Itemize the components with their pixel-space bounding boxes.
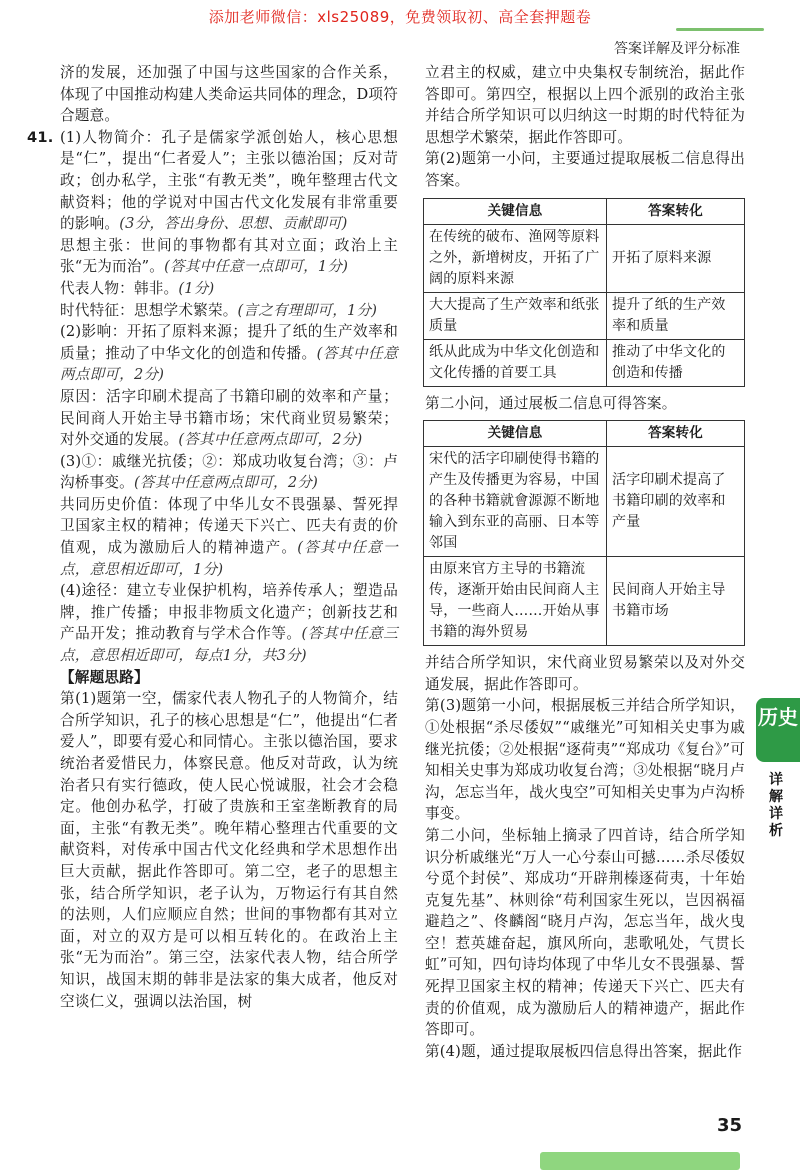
explanation-paragraph: 第(4)题，通过提取展板四信息得出答案，据此作 [425,1042,743,1060]
explanation-paragraph: 第(3)题第一小问，根据展板三并结合所学知识，①处根据“杀尽倭奴”“戚继光”可知相关史事为戚继光抗倭；②处根据“逐荷夷”“郑成功《复台》”可知相关史事为郑成功收复台湾；③处根据“晓月卢沟，怎忘当年，战火曳空”可知相关史事为卢沟桥事变。 [425,697,745,823]
score-note: (答其中任意一点，意思相近即可，1分) [60,539,398,578]
explanation-paragraph: 第(2)题第一小问，主要通过提取展板二信息得出答案。 [425,150,745,189]
table-row [424,292,745,339]
table-row [424,224,745,292]
key-info-table-2 [423,420,745,646]
answer-41-part1 [27,127,398,235]
question-number: 41. [27,128,54,146]
score-note: (答其中任意两点即可，2分) [60,344,398,384]
left-column [27,62,398,1012]
table-header: 答案转化 [607,421,745,447]
answer-line [60,494,398,580]
table-row [424,557,745,646]
table-cell: 民间商人开始主导书籍市场 [607,557,745,646]
answer-text: 共同历史价值：体现了中华儿女不畏强暴、誓死捍卫国家主权的精神；传递天下兴亡、匹夫有责的价值观，成为激励后人的精神遗产。 [60,495,398,557]
footer-decoration [540,1152,740,1170]
answer-text: 思想主张：世间的事物都有其对立面；政治上主张“无为而治”。 [60,236,398,276]
explanation-paragraph: 立君主的权威，建立中央集权专制统治，据此作答即可。第四空，根据以上四个派别的政治主张并结合所学知识可以归纳这一时期的时代特征为思想学术繁荣，据此作答即可。 [425,64,745,146]
table-cell: 在传统的破布、渔网等原料之外，新增树皮，开拓了广阔的原料来源 [424,224,607,292]
table-row [424,447,745,557]
section-heading: 【解题思路】 [60,668,149,686]
subject-tab: 历史 [756,698,800,762]
table-cell: 推动了中华文化的创造和传播 [607,339,745,386]
key-info-table-1 [423,198,745,387]
table-cell: 纸从此成为中华文化创造和文化传播的首要工具 [424,339,607,386]
answer-line [60,235,398,278]
score-note: (答其中任意两点即可，2分) [178,431,363,449]
score-note: (答其中任意两点即可，2分) [133,474,318,492]
table-row [424,339,745,386]
score-note: (答其中任意一点即可，1分) [164,258,349,276]
explanation-paragraph: 第二小问，通过展板二信息可得答案。 [425,394,677,412]
answer-line [60,451,398,494]
table-header: 关键信息 [424,421,607,447]
answer-text: (4)途径：建立专业保护机构，培养传承人；塑造品牌，推广传播；申报非物质文化遗产；创新技艺和产品开发；推动教育与学术合作等。 [60,582,398,643]
watermark-text: 添加老师微信：xls25089，免费领取初、高全套押题卷 [208,8,592,26]
table-cell: 提升了纸的生产效率和质量 [607,292,745,339]
explanation-paragraph: 第(1)题第一空，儒家代表人物孔子的人物简介，结合所学知识，孔子的核心思想是“仁”，他提出“仁者爱人”，即要有爱心和同情心。主张以德治国，要求统治者爱惜民力，体察民意。他反对苛政，认为统治者只有实行德政，使人民心悦诚服，社会才会稳定。他创办私学，打破了贵族和王室垄断教育的局面，主张“有教无类”。晚年精心整理古代重要的文献资料，对传承中国古代文化经典和学术思想作出巨大贡献，据此作答即可。第二空，老子的思想主张，结合所学知识，老子认为，万物运行有其自然的法则，人们应顺应自然；世间的事物都有其对立面，对立的双方是可以相互转化的。在政治上主张“无为而治”。第三空，法家代表人物，结合所学知识，战国末期的韩非是法家的集大成者，他反对空谈仁义，强调以法治国，树 [60,690,398,1010]
table-header: 关键信息 [424,198,607,224]
answer-text: 代表人物：韩非。 [60,279,179,297]
table-cell: 宋代的活字印刷使得书籍的产生及传播更为容易，中国的各种书籍就會源源不断地输入到东亚的高丽、日本等邻国 [424,447,607,557]
answer-text: 时代特征：思想学术繁荣。 [60,301,238,319]
answer-text: (2)影响：开拓了原料来源；提升了纸的生产效率和质量；推动了中华文化的创造和传播。 [60,323,398,362]
answer-text: 原因：活字印刷术提高了书籍印刷的效率和产量；民间商人开始主导书籍市场；宋代商业贸易繁荣；对外交通的发展。 [60,387,398,449]
score-note: (1分) [178,279,215,297]
answer-line [60,580,398,666]
score-note: (3分，答出身份、思想、贡献即可) [119,215,348,233]
right-column [425,62,745,1062]
score-note: (答其中任意三点，意思相近即可，每点1分，共3分) [60,625,398,665]
explanation-paragraph: 第二小问，坐标轴上摘录了四首诗，结合所学知识分析戚继光“万人一心兮泰山可撼……杀尽倭奴兮觅个封侯”、郑成功“开辟荆榛逐荷夷，十年始克复先基”、林则徐“苟利国家生死以，岂因祸福避趋之”、佟麟阁“晓月卢沟，怎忘当年，战火曳空！惹英雄奋起，旗风所向，悲歌吼处，气贯长虹”可知，四句诗均体现了中华儿女不畏强暴、誓死捍卫国家主权的精神；传递天下兴亡、匹夫有责的价值观，成为激励后人的精神遗产，据此作答即可。 [425,826,745,1039]
page-number: 35 [716,1115,742,1136]
explanation-paragraph: 并结合所学知识，宋代商业贸易繁荣以及对外交通发展，据此作答即可。 [425,654,745,693]
table-cell: 大大提高了生产效率和纸张质量 [424,292,607,339]
answer-line [60,278,398,300]
section-label: 详解详析 [769,772,783,839]
answer-line [60,300,398,322]
header-decoration [676,28,764,31]
answer-line [60,321,398,386]
answer-text: (3)①：戚继光抗倭；②：郑成功收复台湾；③：卢沟桥事变。 [60,452,398,492]
header-title: 答案详解及评分标准 [614,41,740,57]
answer-line [60,386,398,451]
score-note: (言之有理即可，1分) [237,301,378,319]
table-cell: 开拓了原料来源 [607,224,745,292]
paragraph: 济的发展，还加强了中国与这些国家的合作关系，体现了中国推动构建人类命运共同体的理念，D项符合题意。 [60,64,398,125]
table-cell: 由原来官方主导的书籍流传，逐渐开始由民间商人主导，一些商人……开始从事书籍的海外贸易 [424,557,607,646]
table-cell: 活字印刷术提高了书籍印刷的效率和产量 [607,447,745,557]
answer-text: (1)人物简介：孔子是儒家学派创始人，核心思想是“仁”，提出“仁者爱人”；主张以德治国；反对苛政；创办私学，主张“有教无类”，晚年整理古代文献资料；他的学说对中国古代文化发展有非常重要的影响。 [60,128,398,233]
table-header: 答案转化 [607,198,745,224]
